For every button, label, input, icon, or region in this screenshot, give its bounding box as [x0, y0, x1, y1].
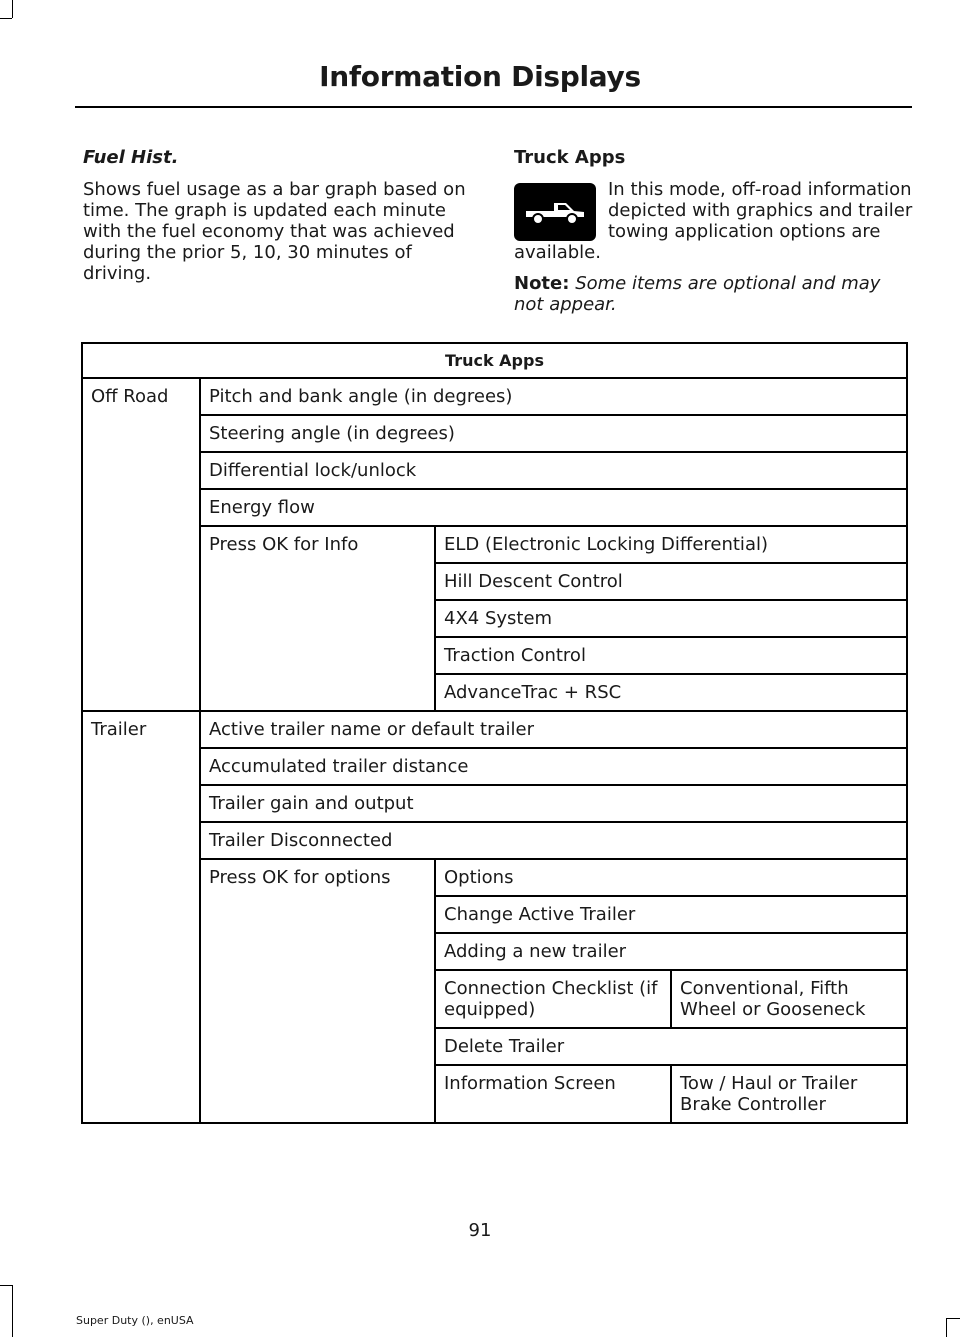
table-cell: Options — [435, 859, 907, 896]
note-label: Note: — [514, 273, 570, 294]
note-text: Some items are optional and may not appear. — [514, 273, 881, 315]
table-cell: Adding a new trailer — [435, 933, 907, 970]
footer-doc-info: Super Duty (), enUSA — [76, 1314, 194, 1327]
table-row — [82, 452, 907, 489]
table-row — [82, 415, 907, 452]
fuel-hist-body: Shows fuel usage as a bar graph based on time. The graph is updated each minute with the fuel economy that was achieved during the prior 5, 10, 30 minutes of driving. — [83, 179, 466, 284]
table-cell: Energy flow — [200, 489, 907, 526]
table-title: Truck Apps — [82, 343, 907, 378]
table-cell: Hill Descent Control — [435, 563, 907, 600]
page-number: 91 — [468, 1220, 492, 1241]
table-cell: Pitch and bank angle (in degrees) — [200, 378, 907, 415]
crop-mark — [12, 0, 13, 18]
table-row — [82, 748, 907, 785]
table-cell: Trailer gain and output — [200, 785, 907, 822]
table-row — [82, 785, 907, 822]
table-cell: Connection Checklist (if equipped) — [435, 970, 671, 1028]
trailer-label: Trailer — [82, 711, 200, 1123]
table-header-row — [82, 343, 907, 378]
table-cell: Change Active Trailer — [435, 896, 907, 933]
truck-apps-section — [514, 147, 914, 315]
fuel-hist-heading: Fuel Hist. — [83, 147, 179, 168]
table-cell: Traction Control — [435, 637, 907, 674]
crop-mark — [0, 18, 12, 19]
truck-apps-heading: Truck Apps — [514, 147, 626, 168]
table-cell: 4X4 System — [435, 600, 907, 637]
table-cell: Steering angle (in degrees) — [200, 415, 907, 452]
table-cell: Trailer Disconnected — [200, 822, 907, 859]
truck-apps-note — [514, 273, 914, 315]
fuel-hist-section — [83, 147, 478, 284]
crop-mark — [946, 1318, 960, 1319]
table-row — [82, 859, 907, 896]
truck-apps-body: In this mode, off-road information depicted with graphics and trailer towing application options are available. — [514, 179, 913, 263]
table-cell: Delete Trailer — [435, 1028, 907, 1065]
off-road-label: Off Road — [82, 378, 200, 711]
table-cell: Tow / Haul or Trailer Brake Controller — [671, 1065, 907, 1123]
table-cell: Accumulated trailer distance — [200, 748, 907, 785]
crop-mark — [12, 1285, 13, 1337]
table-cell: AdvanceTrac + RSC — [435, 674, 907, 711]
table-cell: Active trailer name or default trailer — [200, 711, 907, 748]
crop-mark — [946, 1318, 947, 1337]
table-row — [82, 378, 907, 415]
table-cell: Information Screen — [435, 1065, 671, 1123]
page-title: Information Displays — [319, 60, 641, 93]
press-ok-info: Press OK for Info — [200, 526, 435, 711]
pickup-truck-icon — [514, 183, 596, 241]
table-row — [82, 711, 907, 748]
truck-apps-table — [81, 342, 908, 1124]
table-row — [82, 822, 907, 859]
crop-mark — [0, 1285, 12, 1286]
press-ok-options: Press OK for options — [200, 859, 435, 1123]
table-row — [82, 489, 907, 526]
table-cell: ELD (Electronic Locking Differential) — [435, 526, 907, 563]
table-cell: Differential lock/unlock — [200, 452, 907, 489]
table-row — [82, 526, 907, 563]
header-divider — [75, 106, 912, 108]
table-cell: Conventional, Fifth Wheel or Gooseneck — [671, 970, 907, 1028]
